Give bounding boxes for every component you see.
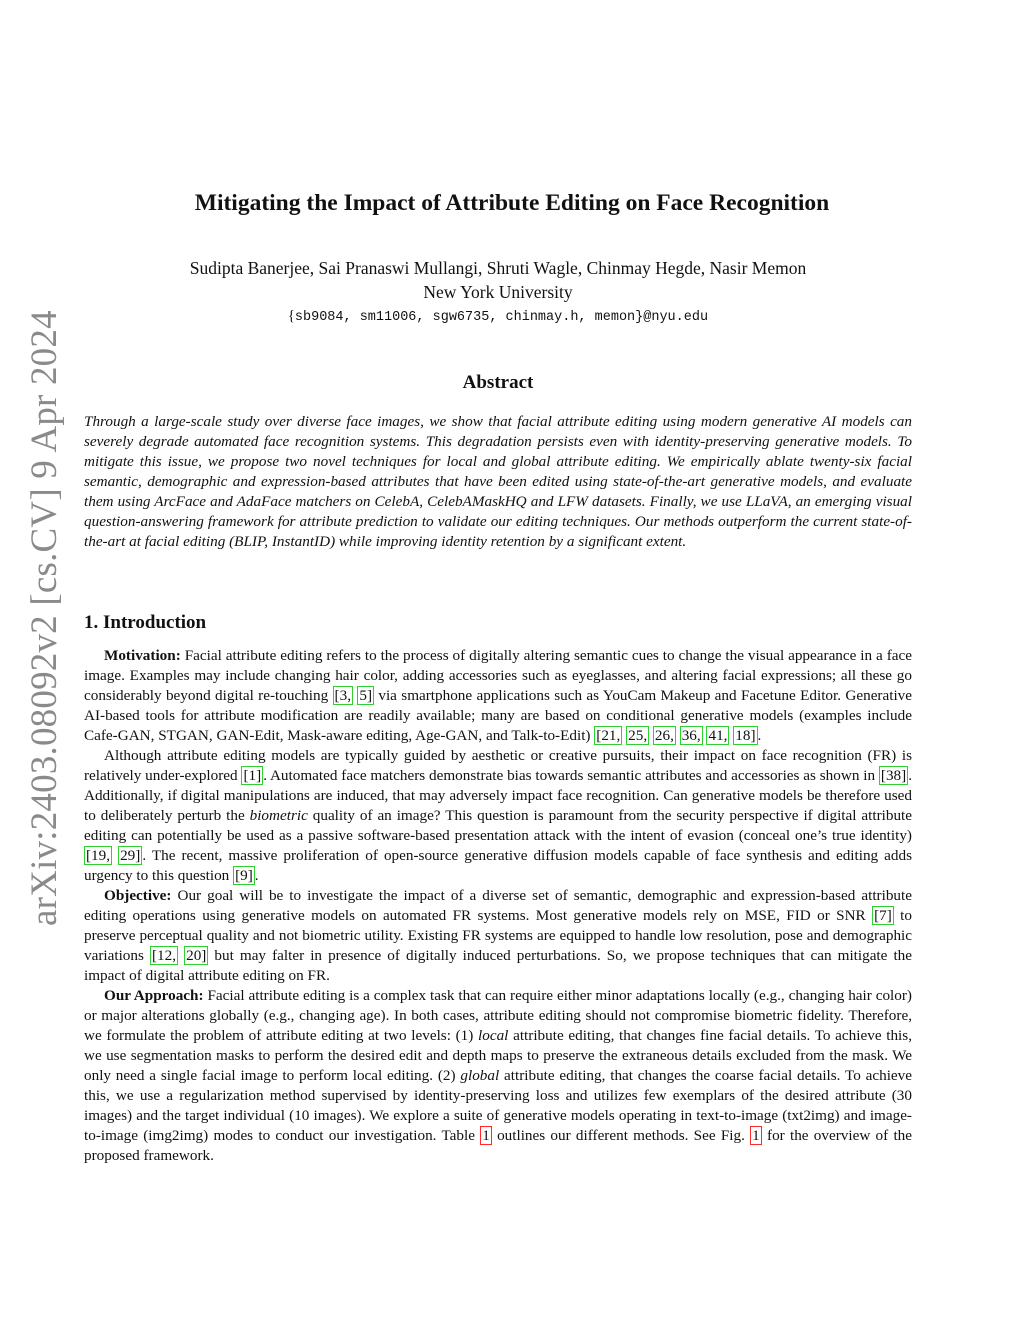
- paragraph-text: outlines our different methods. See Fig.: [491, 1127, 751, 1144]
- citation-link[interactable]: [9]: [235, 867, 253, 884]
- abstract-heading: Abstract: [462, 372, 534, 393]
- citation-link[interactable]: [1]: [243, 767, 262, 784]
- paragraph-label: Objective:: [104, 887, 172, 904]
- author-list: Sudipta Banerjee, Sai Pranaswi Mullangi, Shruti Wagle, Chinmay Hegde, Nasir Memon: [189, 258, 807, 278]
- paragraph-text: .: [757, 727, 762, 744]
- paragraph-text: attribute editing, that changes fine facial details. To achieve this, we use segmentation masks to perform the desired edit and depth maps to preserve the extraneous details excluded from the mask. We only need a single facial image to perform local editing. (2): [84, 1027, 912, 1084]
- citation-link[interactable]: [12,: [151, 947, 177, 964]
- email-list: [0, 308, 996, 325]
- paragraph-motivation: [84, 646, 912, 746]
- emphasis-text: global: [460, 1067, 500, 1084]
- citation-link[interactable]: 25,: [628, 727, 648, 744]
- citation-link[interactable]: [3,: [334, 687, 351, 704]
- paragraph-text: Our goal will be to investigate the impact of a diverse set of semantic, demographic and expression-based attribute editing operations using generative models on automated FR systems. Most generative models rely on MSE, FID or SNR: [84, 887, 912, 924]
- paragraph-label: Our Approach:: [104, 987, 204, 1004]
- paragraph-text: Facial attribute editing is a complex task that can require either minor adaptations locally (e.g., changing hair color) or major alterations globally (e.g., changing age). In both cases, attribute editing should not compromise biometric fidelity. Therefore, we formulate the problem of attribute editing at two levels: (1): [84, 987, 912, 1044]
- paragraph-objective: [84, 886, 912, 986]
- arxiv-identifier: arXiv:2403.08092v2 [cs.CV] 9 Apr 2024: [24, 310, 65, 926]
- citation-link[interactable]: 20]: [186, 947, 207, 964]
- citation-link[interactable]: 36,: [681, 727, 701, 744]
- paragraph-label: Motivation:: [104, 647, 181, 664]
- paragraph-text: to preserve perceptual quality and not biometric utility. Existing FR systems are equipped to handle low resolution, pose and demographic variations: [84, 907, 912, 964]
- paragraph-text: for the overview of the proposed framework.: [84, 1127, 912, 1164]
- paragraph-impact: [84, 746, 912, 886]
- paragraph-text: but may falter in presence of digitally induced perturbations. So, we propose techniques that can mitigate the impact of digital attribute editing on FR.: [84, 947, 913, 984]
- citation-link[interactable]: 29]: [120, 847, 141, 864]
- email-usernames: sb9084, sm11006, sgw6735, chinmay.h, memon: [294, 310, 636, 325]
- citation-link[interactable]: 18]: [735, 727, 756, 744]
- email-brace-open: {: [287, 308, 295, 324]
- paragraph-text: Facial attribute editing refers to the process of digitally altering semantic cues to change the visual appearance in a face image. Examples may include changing hair color, adding accessories such as eyeglasses, and altering facial expressions; all these go considerably beyond digital re-touching: [84, 647, 912, 704]
- paragraph-text: .: [254, 867, 259, 884]
- emphasis-text: biometric: [249, 807, 308, 824]
- paragraph-text: . The recent, massive proliferation of open-source generative diffusion models capable of face synthesis and editing adds urgency to this question: [84, 847, 913, 884]
- section-heading-introduction: 1. Introduction: [84, 612, 207, 633]
- citation-link[interactable]: [19,: [86, 847, 111, 864]
- citation-link[interactable]: 41,: [708, 727, 728, 744]
- paragraph-text: . Additionally, if digital manipulations are induced, that may adversely impact face recognition. Can generative models be therefore used to deliberately perturb the: [84, 767, 912, 824]
- table-reference-link[interactable]: 1: [482, 1127, 490, 1144]
- citation-link[interactable]: [38]: [880, 767, 907, 784]
- citation-link[interactable]: [21,: [596, 727, 621, 744]
- introduction-body: [84, 646, 912, 1166]
- paragraph-approach: [84, 986, 912, 1166]
- paper-title: Mitigating the Impact of Attribute Editing on Face Recognition: [194, 190, 830, 216]
- citation-link[interactable]: 26,: [654, 727, 674, 744]
- emphasis-text: local: [478, 1027, 509, 1044]
- affiliation: New York University: [423, 282, 573, 302]
- paragraph-text: Although attribute editing models are typically guided by aesthetic or creative pursuits, their impact on face recognition (FR) is relatively under-explored: [84, 747, 912, 784]
- paragraph-text: attribute editing, that changes the coarse facial details. To achieve this, we use a regularization method supervised by identity-preserving loss and utilizes few exemplars of the desired attribute (30 images) and the target individual (10 images). We explore a suite of generative models operating in text-to-image (txt2img) and image-to-image (img2img) modes to conduct our investigation. Table: [84, 1067, 912, 1144]
- citation-link[interactable]: 5]: [359, 687, 373, 704]
- paragraph-text: quality of an image? This question is paramount from the security perspective if digital attribute editing can potentially be used as a passive software-based presentation attack with the intent of evasion (conceal one’s true identity): [84, 807, 912, 844]
- abstract-text: Through a large-scale study over diverse face images, we show that facial attribute editing using modern generative AI models can severely degrade automated face recognition systems. This degradation persists even with identity-preserving generative models. To mitigate this issue, we propose two novel techniques for local and global attribute editing. We empirically ablate twenty-six facial semantic, demographic and expression-based attributes that have been edited using state-of-the-art generative models, and evaluate them using ArcFace and AdaFace matchers on CelebA, CelebAMaskHQ and LFW datasets. Finally, we use LLaVA, an emerging visual question-answering framework for attribute prediction to validate our editing techniques. Our methods outperform the current state-of-the-art at facial editing (BLIP, InstantID) while improving identity retention by a significant extent.: [84, 413, 912, 550]
- paragraph-text: via smartphone applications such as YouCam Makeup and Facetune Editor. Generative AI-based tools for attribute modification are readily available; many are based on conditional generative models (examples include Cafe-GAN, STGAN, GAN-Edit, Mask-aware editing, Age-GAN, and Talk-to-Edit): [84, 687, 913, 744]
- figure-reference-link[interactable]: 1: [752, 1127, 760, 1144]
- citation-link[interactable]: [7]: [874, 907, 892, 924]
- paragraph-text: . Automated face matchers demonstrate bias towards semantic attributes and accessories as shown in: [263, 767, 879, 784]
- email-domain: }@nyu.edu: [635, 310, 709, 325]
